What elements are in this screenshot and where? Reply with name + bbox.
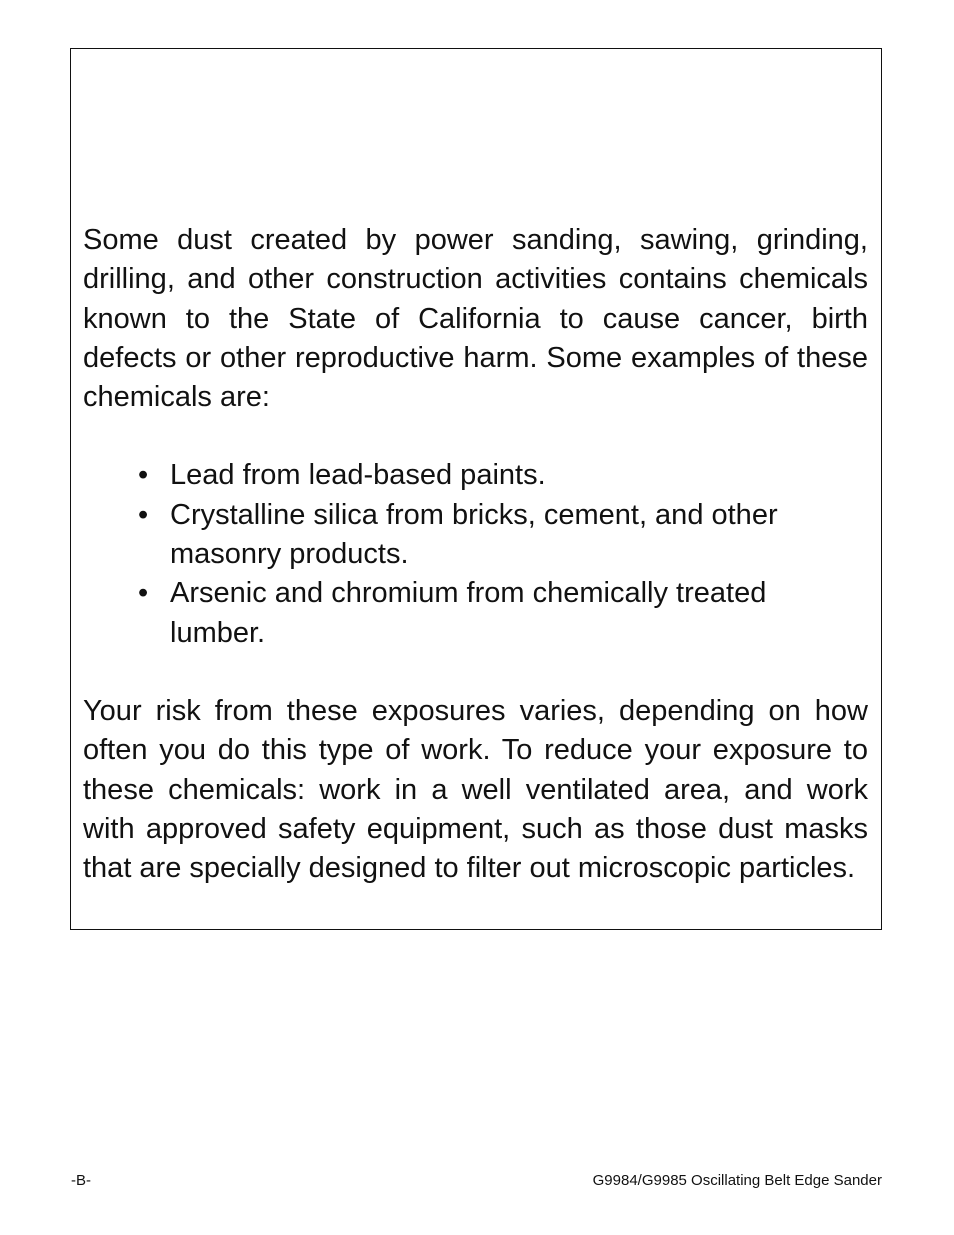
- manual-title: G9984/G9985 Oscillating Belt Edge Sander: [592, 1172, 882, 1189]
- list-item: [138, 496, 868, 575]
- warning-content: [83, 221, 868, 888]
- page-number: -B-: [71, 1172, 91, 1189]
- bullet-icon: •: [138, 459, 149, 492]
- warning-risk-paragraph: Your risk from these exposures varies, depending on how often you do this type of work. To reduce your exposure to these chemicals: work in a well ventilated area, and work with approved safety equipment, such as those dust masks that are specially designed to filter out microscopic particles.: [83, 694, 868, 885]
- chemical-list: [83, 456, 868, 652]
- warning-intro-paragraph: Some dust created by power sanding, sawing, grinding, drilling, and other construction activities contains chemicals known to the State of California to cause cancer, birth defects or other reproductive harm. Some examples of these chemicals are:: [83, 224, 868, 414]
- list-item: [138, 574, 868, 653]
- list-item-text: Crystalline silica from bricks, cement, and other masonry products.: [170, 498, 778, 571]
- list-item: [138, 456, 868, 495]
- prop65-warning-box: [70, 48, 882, 930]
- list-item-text: Lead from lead-based paints.: [170, 459, 546, 492]
- bullet-icon: •: [138, 577, 149, 610]
- bullet-icon: •: [138, 498, 149, 531]
- list-item-text: Arsenic and chromium from chemically treated lumber.: [170, 577, 767, 649]
